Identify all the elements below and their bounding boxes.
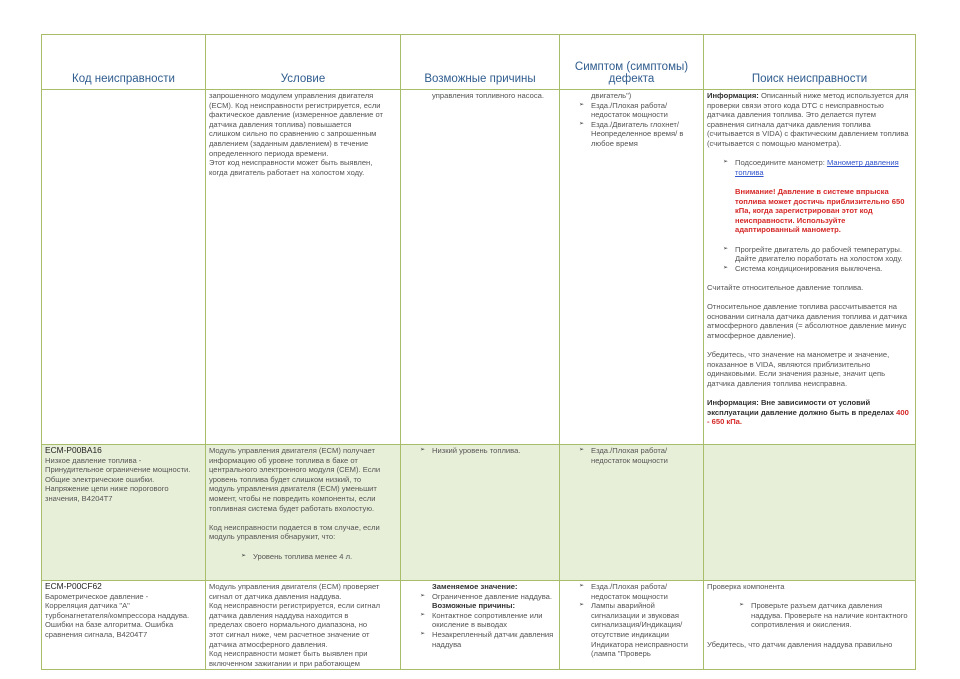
condition-dtc: Код неисправности подается в том случае, если модуль управления обнаружит, что: [209, 522, 380, 542]
condition-line: датчика атмосферного давления. [209, 639, 328, 649]
table-row [42, 90, 916, 445]
fault-code: ECM-P00CF62 [45, 581, 102, 591]
row1-condition-cell [206, 90, 401, 445]
info-text: Описанный ниже метод используется для проверки связи этого кода DTC с неисправностью датчика давления топлива. Это делается путем сравнения сигнала датчика давления топлива (считывается в VIDA) с фактическим давлением топлива (считывается с помощью манометра). [707, 91, 909, 148]
warning-text: Давление в системе впрыска топлива может достичь приблизительно 650 кПа, когда зарегистрирован этот код неисправности. Используйте адаптированный манометр. [735, 186, 905, 235]
read-relative: Считайте относительное давление топлива. [707, 282, 864, 292]
cause-text: управления топливного насоса. [432, 91, 544, 100]
row1-causes-cell [401, 90, 560, 445]
fault-desc-line: Напряжение цепи ниже порогового [45, 484, 169, 494]
header-code: Код неисправности [42, 35, 206, 90]
ts-item: ➢ Проверьте разъем датчика давления наддува. Проверьте на наличие контактного сопротивления и окисления. [707, 601, 912, 630]
condition-line: модуль управления двигателя (ECM) уменьшит [209, 484, 377, 494]
cause-item: ➢ Низкий уровень топлива. [404, 446, 556, 456]
step-warm: ➢ Прогрейте двигатель до рабочей температуры. Дайте двигателю поработать на холостом ходу. [707, 245, 912, 264]
symptom-text: двигатель") [591, 91, 632, 100]
info-note [707, 91, 912, 149]
symptom-item: ➢ Езда./Плохая работа/недостаток мощности [563, 582, 700, 601]
condition-line: момент, чтобы не повредить компоненты, если [209, 493, 376, 503]
gauge-link[interactable]: Манометр давления топлива [735, 158, 899, 177]
condition-line: информацию об уровне топлива в баке от [209, 455, 358, 465]
condition-line: датчика давления топлива) повышается [209, 119, 352, 129]
row3-troubleshoot-cell [704, 581, 916, 670]
fault-desc-line: сравнения сигнала, B4204T7 [45, 629, 148, 639]
step-connect [707, 158, 912, 177]
condition-line: давлением (заданным давлением) в течение [209, 138, 369, 148]
info2-label: Информация: [707, 398, 759, 407]
symptom-item: ➢ Езда./Плохая работа/недостаток мощности [563, 446, 700, 465]
ts-last: Убедитесь, что датчик давления наддува правильно [707, 639, 893, 649]
row3-condition-cell [206, 581, 401, 670]
fault-desc-line: Принудительное ограничение мощности. [45, 465, 191, 475]
row2-condition-cell [206, 445, 401, 581]
warning-label: Внимание! [735, 186, 776, 196]
row3-code-cell [42, 581, 206, 670]
ts-title: Проверка компонента [707, 582, 785, 591]
condition-line: топливная система будет работать вхолостую. [209, 503, 375, 513]
causes-label: Возможные причины: [432, 601, 516, 611]
replace-item: ➢ Ограниченное давление наддува. [404, 592, 556, 602]
fault-desc-line: Общие электрические ошибки. [45, 474, 155, 484]
row2-code-cell [42, 445, 206, 581]
condition-line: запрошенного модулем управления двигателя [209, 91, 374, 100]
header-symptom: Симптом (симптомы) дефекта [560, 35, 704, 90]
pressure-range: 400 - 650 кПа. [707, 407, 909, 427]
header-troubleshoot: Поиск неисправности [704, 35, 916, 90]
warning-note [707, 187, 912, 235]
condition-line: центрального электронного модуля (CEM). Если [209, 465, 381, 475]
header-causes: Возможные причины [401, 35, 560, 90]
symptom-item: ➢ Лампы аварийной сигнализации и звуковая сигнализация/Индикация/отсутствие индикации Индикатора неисправности (лампа "Проверь [563, 601, 700, 659]
fault-desc-line: Барометрическое давление - [45, 591, 149, 601]
condition-line: (ECM). Код неисправности регистрируется, если [209, 100, 381, 110]
condition-line: определенного периода времени. [209, 148, 329, 158]
fault-desc-line: Корреляция датчика "А" [45, 601, 130, 611]
cause-item: ➢ Контактное сопротивление или окисление в выводах [404, 611, 556, 630]
condition-line: Код неисправности может быть выявлен при [209, 649, 368, 659]
condition-line: датчика давления наддува находится в [209, 610, 349, 620]
condition-line: Модуль управления двигателя (ECM) получает [209, 446, 376, 455]
condition-line: пределах своего нормального диапазона, но [209, 620, 368, 630]
condition-line: слишком сильно по сравнению с запрошенным [209, 129, 377, 139]
row1-troubleshoot-cell [704, 90, 916, 445]
condition-line: когда двигатель работает на холостом ходу. [209, 167, 365, 177]
condition-line: этот сигнал ниже, чем расчетное значение от [209, 629, 370, 639]
relative-explanation: Относительное давление топлива рассчитывается на основании сигнала датчика давления топлива и датчика атмосферного давления (= абсолютное давление минус атмосферное давление). [707, 302, 908, 340]
condition-line: включенном зажигании и при работающем [209, 658, 360, 668]
condition-line: Модуль управления двигателя (ECM) проверяет [209, 582, 380, 591]
row1-symptom-cell [560, 90, 704, 445]
info-label: Информация: [707, 91, 759, 100]
fault-desc-line: Ошибки на базе алгоритма. Ошибка [45, 620, 174, 630]
fault-code: ECM-P00BA16 [45, 445, 102, 455]
step-ac: ➢ Система кондиционирования выключена. [707, 264, 912, 274]
fault-code-table [41, 34, 916, 670]
condition-line: сигнал от датчика давления наддува. [209, 591, 342, 601]
condition-bullet: ➢ Уровень топлива менее 4 л. [209, 552, 397, 562]
row1-code-cell [42, 90, 206, 445]
condition-line: уровень топлива будет слишком низкий, то [209, 474, 362, 484]
table-row [42, 445, 916, 581]
verify-note: Убедитесь, что значение на манометре и значение, показанное в VIDA, являются приблизительно одинаковыми. Если значения разные, значит цепь датчика давления топлива неисправна. [707, 350, 890, 388]
fault-desc-line: Низкое давление топлива - [45, 455, 142, 465]
row2-causes-cell [401, 445, 560, 581]
info-note-2 [707, 398, 912, 427]
condition-line: Код неисправности регистрируется, если сигнал [209, 601, 381, 611]
condition-line: фактическое давление (измеренное давление от [209, 110, 384, 120]
replace-label: Заменяемое значение: [432, 582, 518, 591]
row3-causes-cell [401, 581, 560, 670]
row3-symptom-cell [560, 581, 704, 670]
header-condition: Условие [206, 35, 401, 90]
header-row [42, 35, 916, 90]
info2-text: Вне зависимости от условий эксплуатации давление должно быть в пределах [707, 398, 895, 417]
cause-item: ➢ Незакрепленный датчик давления наддува [404, 630, 556, 649]
fault-desc-line: значения, B4204T7 [45, 493, 113, 503]
table-row [42, 581, 916, 670]
connect-text: Подсоедините манометр: [735, 158, 825, 168]
fault-desc-line: турбонагнетателя/компрессора наддува. [45, 610, 190, 620]
condition-line: Этот код неисправности может быть выявлен, [209, 158, 373, 168]
row2-symptom-cell [560, 445, 704, 581]
symptom-item: ➢ Езда./Плохая работа/недостаток мощности [563, 101, 700, 120]
row2-troubleshoot-cell [704, 445, 916, 581]
symptom-item: ➢ Езда./Двигатель глохнет/Неопределенное время/ в любое время [563, 120, 700, 149]
